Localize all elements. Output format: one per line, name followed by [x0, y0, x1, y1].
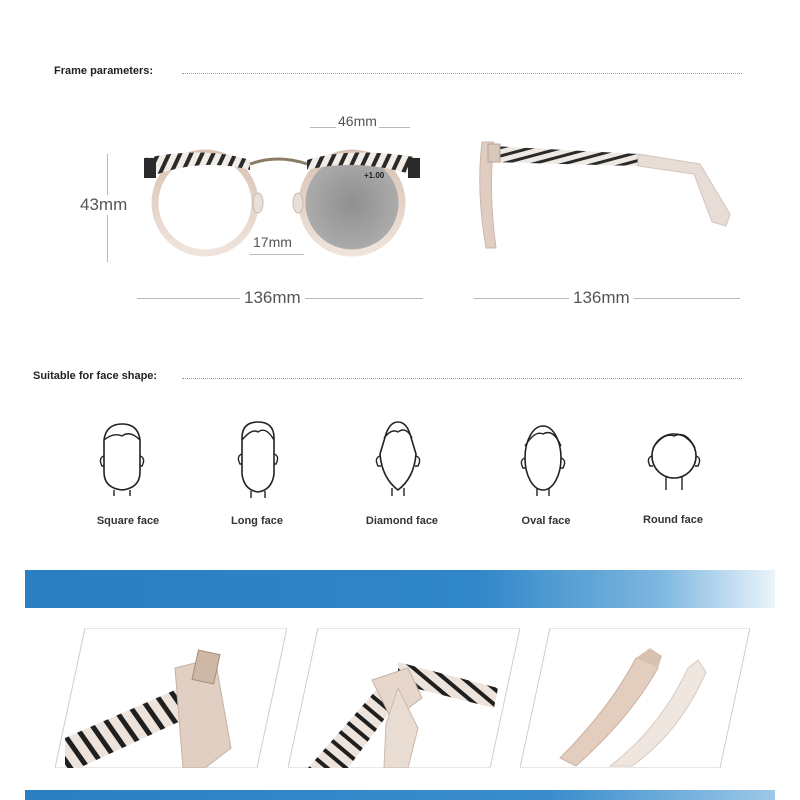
lens-height-label: 43mm — [80, 195, 128, 214]
detail-photo-temple-tips — [520, 628, 750, 768]
long-face-icon — [230, 418, 286, 498]
detail-photo-temple — [288, 628, 520, 768]
accent-band — [25, 570, 775, 608]
diamond-face-icon — [370, 418, 426, 498]
frame-parameters-divider — [182, 73, 742, 74]
detail-photo-hinge — [55, 628, 287, 768]
lens-power-label: +1.00 — [364, 171, 385, 180]
face-label-square: Square face — [96, 515, 160, 527]
frame-parameters-label: Frame parameters: — [54, 65, 154, 77]
square-face-icon — [94, 420, 150, 496]
glasses-side-view — [468, 130, 748, 260]
bottom-accent-band — [25, 790, 775, 800]
face-shape-divider — [182, 378, 742, 379]
face-label-round: Round face — [643, 514, 703, 526]
face-label-oval: Oval face — [521, 515, 571, 527]
face-label-long: Long face — [231, 515, 283, 527]
frame-width-label: 136mm — [240, 288, 305, 308]
face-shape-label: Suitable for face shape: — [33, 370, 158, 382]
bridge-width-label: 17mm — [253, 234, 292, 250]
bridge-width-line — [250, 254, 304, 255]
lens-width-label: 46mm — [338, 113, 377, 129]
oval-face-icon — [515, 420, 571, 498]
round-face-icon — [646, 420, 702, 494]
glasses-front-view — [100, 108, 440, 318]
temple-length-label: 136mm — [569, 288, 634, 308]
face-label-diamond: Diamond face — [365, 515, 439, 527]
